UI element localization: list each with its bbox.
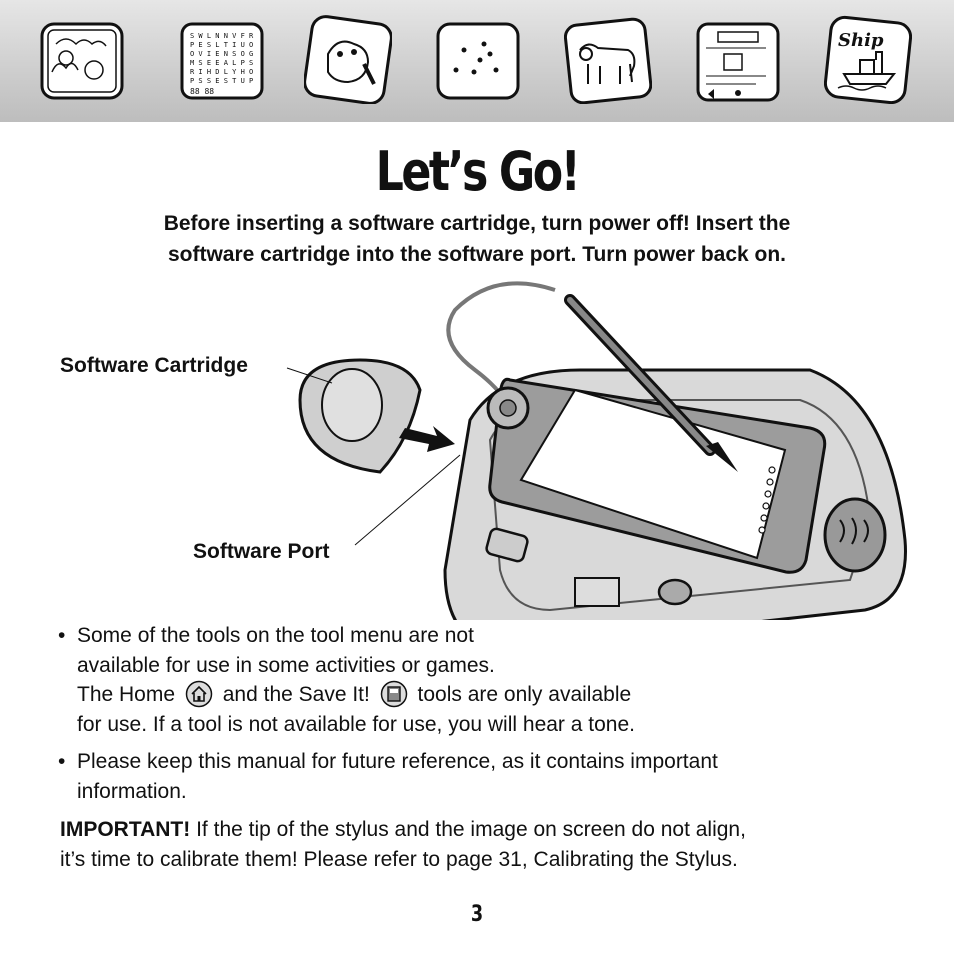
bullet-1-line-1: Some of the tools on the tool menu are not — [77, 624, 474, 647]
cow-standing-icon — [564, 14, 652, 104]
word-search-readout: 88 88 — [190, 87, 215, 96]
bullet-1-line-3 — [77, 680, 631, 710]
important-label: IMPORTANT! — [60, 818, 191, 841]
svg-text:O V I E N S O G: O V I E N S O G — [190, 50, 254, 58]
cow-icon — [304, 14, 392, 104]
animals-scene-icon — [38, 14, 126, 104]
bullet-dot: • — [58, 750, 66, 773]
port-label: Software Port — [193, 540, 330, 563]
dots-icon — [434, 14, 522, 104]
svg-text:P S S E S T U P: P S S E S T U P — [190, 77, 254, 85]
svg-text:S W L N N V F R: S W L N N V F R — [190, 32, 254, 40]
svg-text:R I H D L Y H O: R I H D L Y H O — [190, 68, 254, 76]
important-line-1 — [60, 815, 880, 845]
intro-line-1: Before inserting a software cartridge, turn power off! Insert the — [163, 212, 791, 235]
intro-line-2: software cartridge into the software port. Turn power back on. — [167, 243, 787, 266]
ship-icon — [824, 14, 912, 104]
important-note — [60, 815, 880, 874]
insert-arrow — [399, 426, 455, 452]
intro-paragraph — [80, 208, 874, 270]
ship-label: Ship — [838, 30, 884, 51]
bullet-2-line-2: information. — [77, 779, 187, 803]
bullet-dot: • — [58, 624, 66, 647]
svg-text:P E S L T I U O: P E S L T I U O — [190, 41, 254, 49]
home-icon — [185, 680, 213, 708]
important-text-1: If the tip of the stylus and the image on screen do not align, — [190, 818, 746, 841]
power-switch — [659, 580, 691, 604]
tools-available-text: tools are only available — [417, 683, 632, 706]
cartridge-label: Software Cartridge — [60, 354, 248, 377]
home-text: The Home — [77, 683, 176, 706]
word-game-icon — [694, 14, 782, 104]
bullet-1-line-4: for use. If a tool is not available for use, you will hear a tone. — [77, 712, 635, 736]
bullet-tools — [58, 621, 758, 741]
important-line-2: it’s time to calibrate them! Please refer to page 31, Calibrating the Stylus. — [60, 847, 738, 871]
page-number: 3 — [470, 902, 484, 927]
page-title: Let’s Go! — [375, 140, 579, 203]
save-text: and the Save It! — [222, 683, 370, 706]
bullet-1-line-2: available for use in some activities or games. — [77, 653, 495, 677]
battery-door — [575, 578, 619, 606]
bullet-keep-manual — [58, 747, 858, 807]
save-it-icon — [380, 680, 408, 708]
svg-text:M S E E A L P S: M S E E A L P S — [190, 59, 254, 67]
word-search-icon — [178, 14, 266, 104]
bullet-2-line-1: Please keep this manual for future reference, as it contains important — [77, 750, 718, 773]
device-illustration — [0, 280, 954, 620]
top-banner — [0, 0, 954, 122]
